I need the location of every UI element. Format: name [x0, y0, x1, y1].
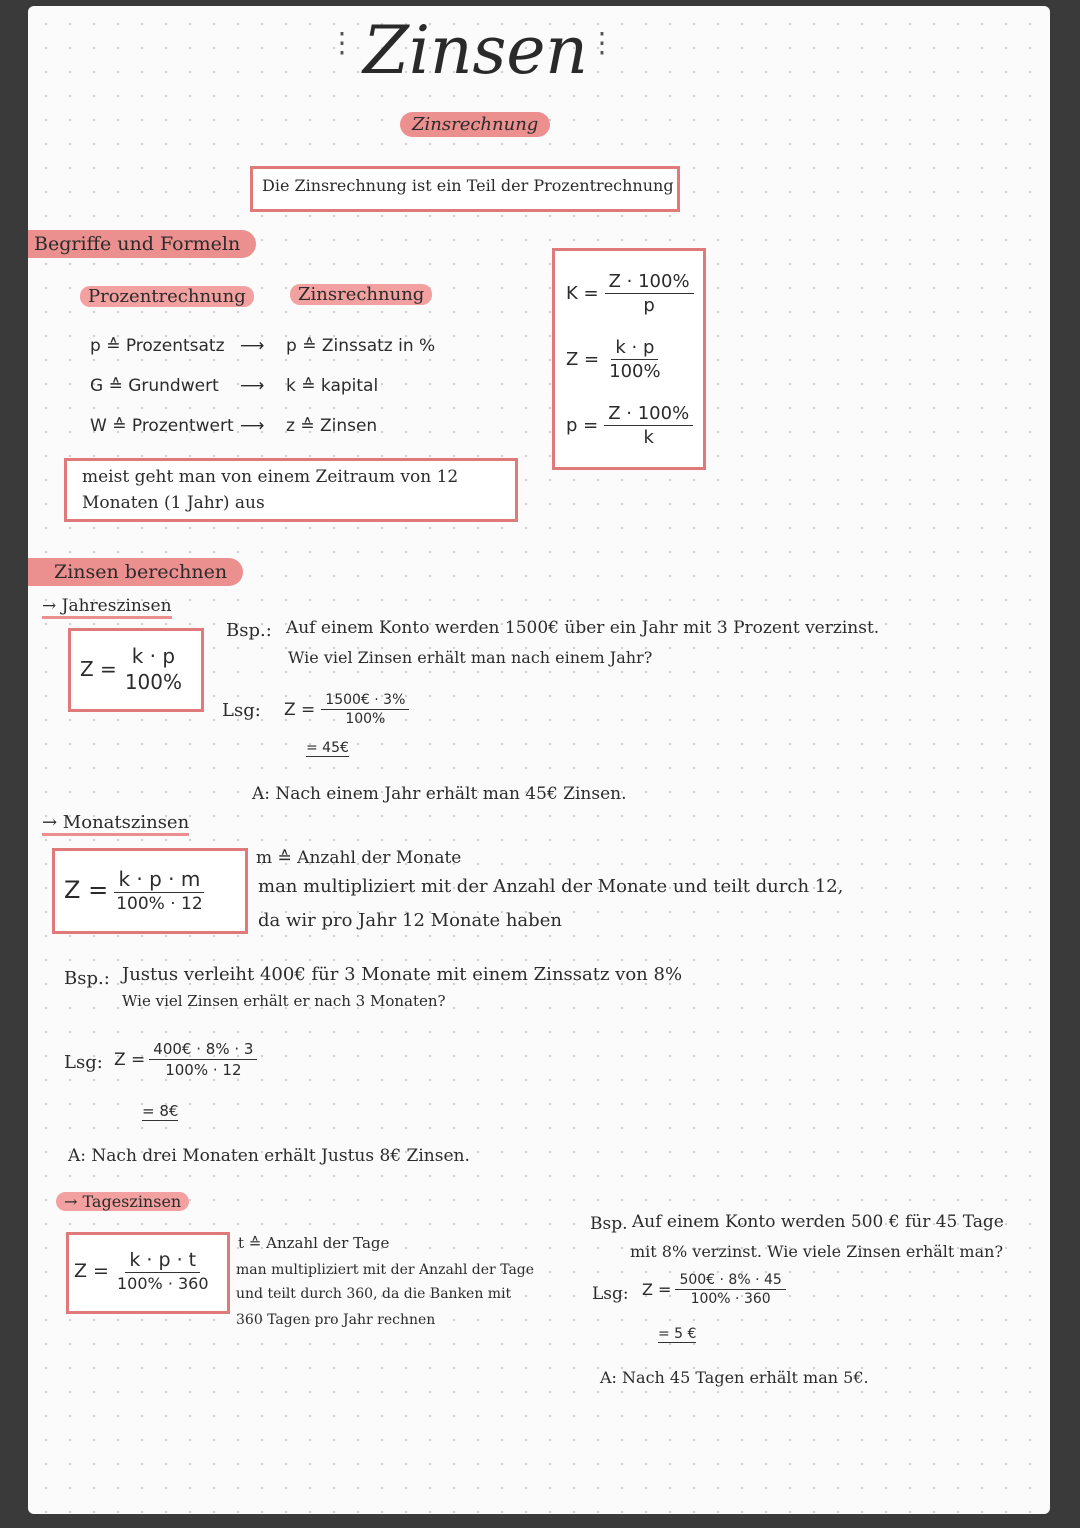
terms-row: [90, 406, 435, 446]
solution-lhs: Z =: [642, 1280, 672, 1299]
daily-answer: A: Nach 45 Tagen erhält man 5€.: [600, 1368, 869, 1387]
formula-denominator: k: [643, 426, 654, 448]
monthly-label: → Monatszinsen: [42, 812, 189, 836]
daily-explain-line2: man multipliziert mit der Anzahl der Tage: [236, 1262, 535, 1278]
monthly-explain-line3: da wir pro Jahr 12 Monate haben: [258, 910, 562, 931]
solution-denominator: 100%: [345, 711, 386, 727]
solution-denominator: 100% · 360: [690, 1291, 771, 1307]
term-right: p ≙ Zinssatz in %: [286, 336, 436, 356]
terms-row: [90, 366, 435, 406]
term-left: W ≙ Prozentwert: [90, 416, 234, 436]
monthly-solution-label: Lsg:: [64, 1052, 103, 1073]
notebook-page: [28, 6, 1050, 1514]
formula-denominator: 100% · 12: [116, 893, 203, 914]
formula-numerator: k · p · m: [114, 867, 204, 893]
yearly-solution-label: Lsg:: [222, 700, 261, 721]
formula-lhs: p =: [566, 414, 599, 436]
formula-numerator: k · p: [611, 337, 658, 360]
yearly-solution: [284, 692, 409, 727]
yearly-example-line2: Wie viel Zinsen erhält man nach einem Jahr?: [288, 648, 653, 667]
yearly-solution-result: = 45€: [306, 740, 349, 756]
daily-solution: [642, 1272, 786, 1307]
arrow-icon: ⟶: [240, 376, 265, 396]
monthly-example-label: Bsp.:: [64, 968, 110, 989]
daily-explain-line3: und teilt durch 360, da die Banken mit: [236, 1286, 512, 1302]
term-left: p ≙ Prozentsatz: [90, 336, 225, 356]
formula-denominator: p: [643, 294, 655, 316]
daily-solution-result: = 5 €: [658, 1326, 697, 1342]
arrow-icon: ⟶: [240, 336, 265, 356]
daily-label: → Tageszinsen: [56, 1192, 189, 1211]
formula-numerator: k · p · t: [125, 1249, 200, 1273]
monthly-example-line1: Justus verleiht 400€ für 3 Monate mit einem Zinssatz von 8%: [122, 964, 683, 985]
yearly-answer: A: Nach einem Jahr erhält man 45€ Zinsen.: [252, 784, 627, 804]
formula-lhs: Z =: [566, 348, 600, 370]
monthly-example-line2: Wie viel Zinsen erhält er nach 3 Monaten?: [122, 992, 446, 1010]
terms-row: [90, 326, 435, 366]
arrow-icon: ⟶: [240, 416, 265, 436]
monthly-solution-result: = 8€: [142, 1102, 179, 1120]
daily-formula: [74, 1240, 213, 1302]
monthly-solution: [114, 1040, 257, 1079]
formula-lhs: Z =: [80, 657, 117, 681]
solution-lhs: Z =: [114, 1049, 146, 1070]
daily-example-label: Bsp.: [590, 1214, 628, 1234]
solution-numerator: 500€ · 8% · 45: [675, 1272, 785, 1290]
formula-denominator: 100%: [124, 670, 183, 694]
monthly-explain-line1: m ≙ Anzahl der Monate: [256, 848, 462, 868]
daily-solution-label: Lsg:: [592, 1284, 629, 1304]
monthly-answer: A: Nach drei Monaten erhält Justus 8€ Zinsen.: [68, 1146, 470, 1166]
title-decoration-right: ⋮: [588, 26, 616, 59]
yearly-example-line1: Auf einem Konto werden 1500€ über ein Jahr mit 3 Prozent verzinst.: [286, 618, 880, 638]
daily-explain-line1: t ≙ Anzahl der Tage: [238, 1234, 390, 1252]
formula-numerator: k · p: [131, 644, 176, 668]
col-left-heading: Prozentrechnung: [80, 286, 254, 307]
term-right: z ≙ Zinsen: [286, 416, 378, 436]
title-decoration-left: ⋮: [328, 26, 354, 59]
terms-heading: Begriffe und Formeln: [28, 230, 256, 258]
page-title: Zinsen: [363, 12, 588, 89]
subtitle-highlight: Zinsrechnung: [400, 112, 550, 137]
col-right-heading: Zinsrechnung: [290, 284, 432, 305]
formula-lhs: Z =: [64, 876, 109, 904]
daily-explain-line4: 360 Tagen pro Jahr rechnen: [236, 1312, 436, 1328]
formula-p: [566, 392, 694, 458]
terms-rows: [90, 326, 435, 446]
calc-heading: Zinsen berechnen: [28, 558, 243, 586]
solution-numerator: 400€ · 8% · 3: [149, 1040, 257, 1060]
formula-numerator: Z · 100%: [605, 271, 694, 294]
formula-numerator: Z · 100%: [604, 403, 693, 426]
formula-k: [566, 260, 694, 326]
daily-example-line2: mit 8% verzinst. Wie viele Zinsen erhält man?: [630, 1242, 1004, 1261]
solution-numerator: 1500€ · 3%: [321, 692, 409, 710]
solution-lhs: Z =: [284, 699, 316, 720]
solution-denominator: 100% · 12: [165, 1061, 242, 1079]
yearly-example-label: Bsp.:: [226, 620, 272, 641]
formula-denominator: 100%: [609, 360, 661, 382]
note-text: meist geht man von einem Zeitraum von 12 Monaten (1 Jahr) aus: [82, 467, 459, 513]
monthly-formula: [64, 856, 207, 924]
formula-lhs: K =: [566, 282, 599, 304]
formula-lhs: Z =: [74, 1260, 109, 1282]
monthly-explain-line2: man multipliziert mit der Anzahl der Monate und teilt durch 12,: [258, 876, 844, 897]
formulas-list: [566, 260, 694, 458]
term-right: k ≙ kapital: [286, 376, 379, 396]
term-left: G ≙ Grundwert: [90, 376, 219, 396]
yearly-label: → Jahreszinsen: [42, 596, 172, 619]
intro-text: Die Zinsrechnung ist ein Teil der Prozentrechnung: [262, 176, 674, 195]
formula-z: [566, 326, 694, 392]
yearly-formula: [80, 638, 186, 700]
daily-example-line1: Auf einem Konto werden 500 € für 45 Tage: [632, 1212, 1004, 1232]
formula-denominator: 100% · 360: [116, 1274, 209, 1293]
